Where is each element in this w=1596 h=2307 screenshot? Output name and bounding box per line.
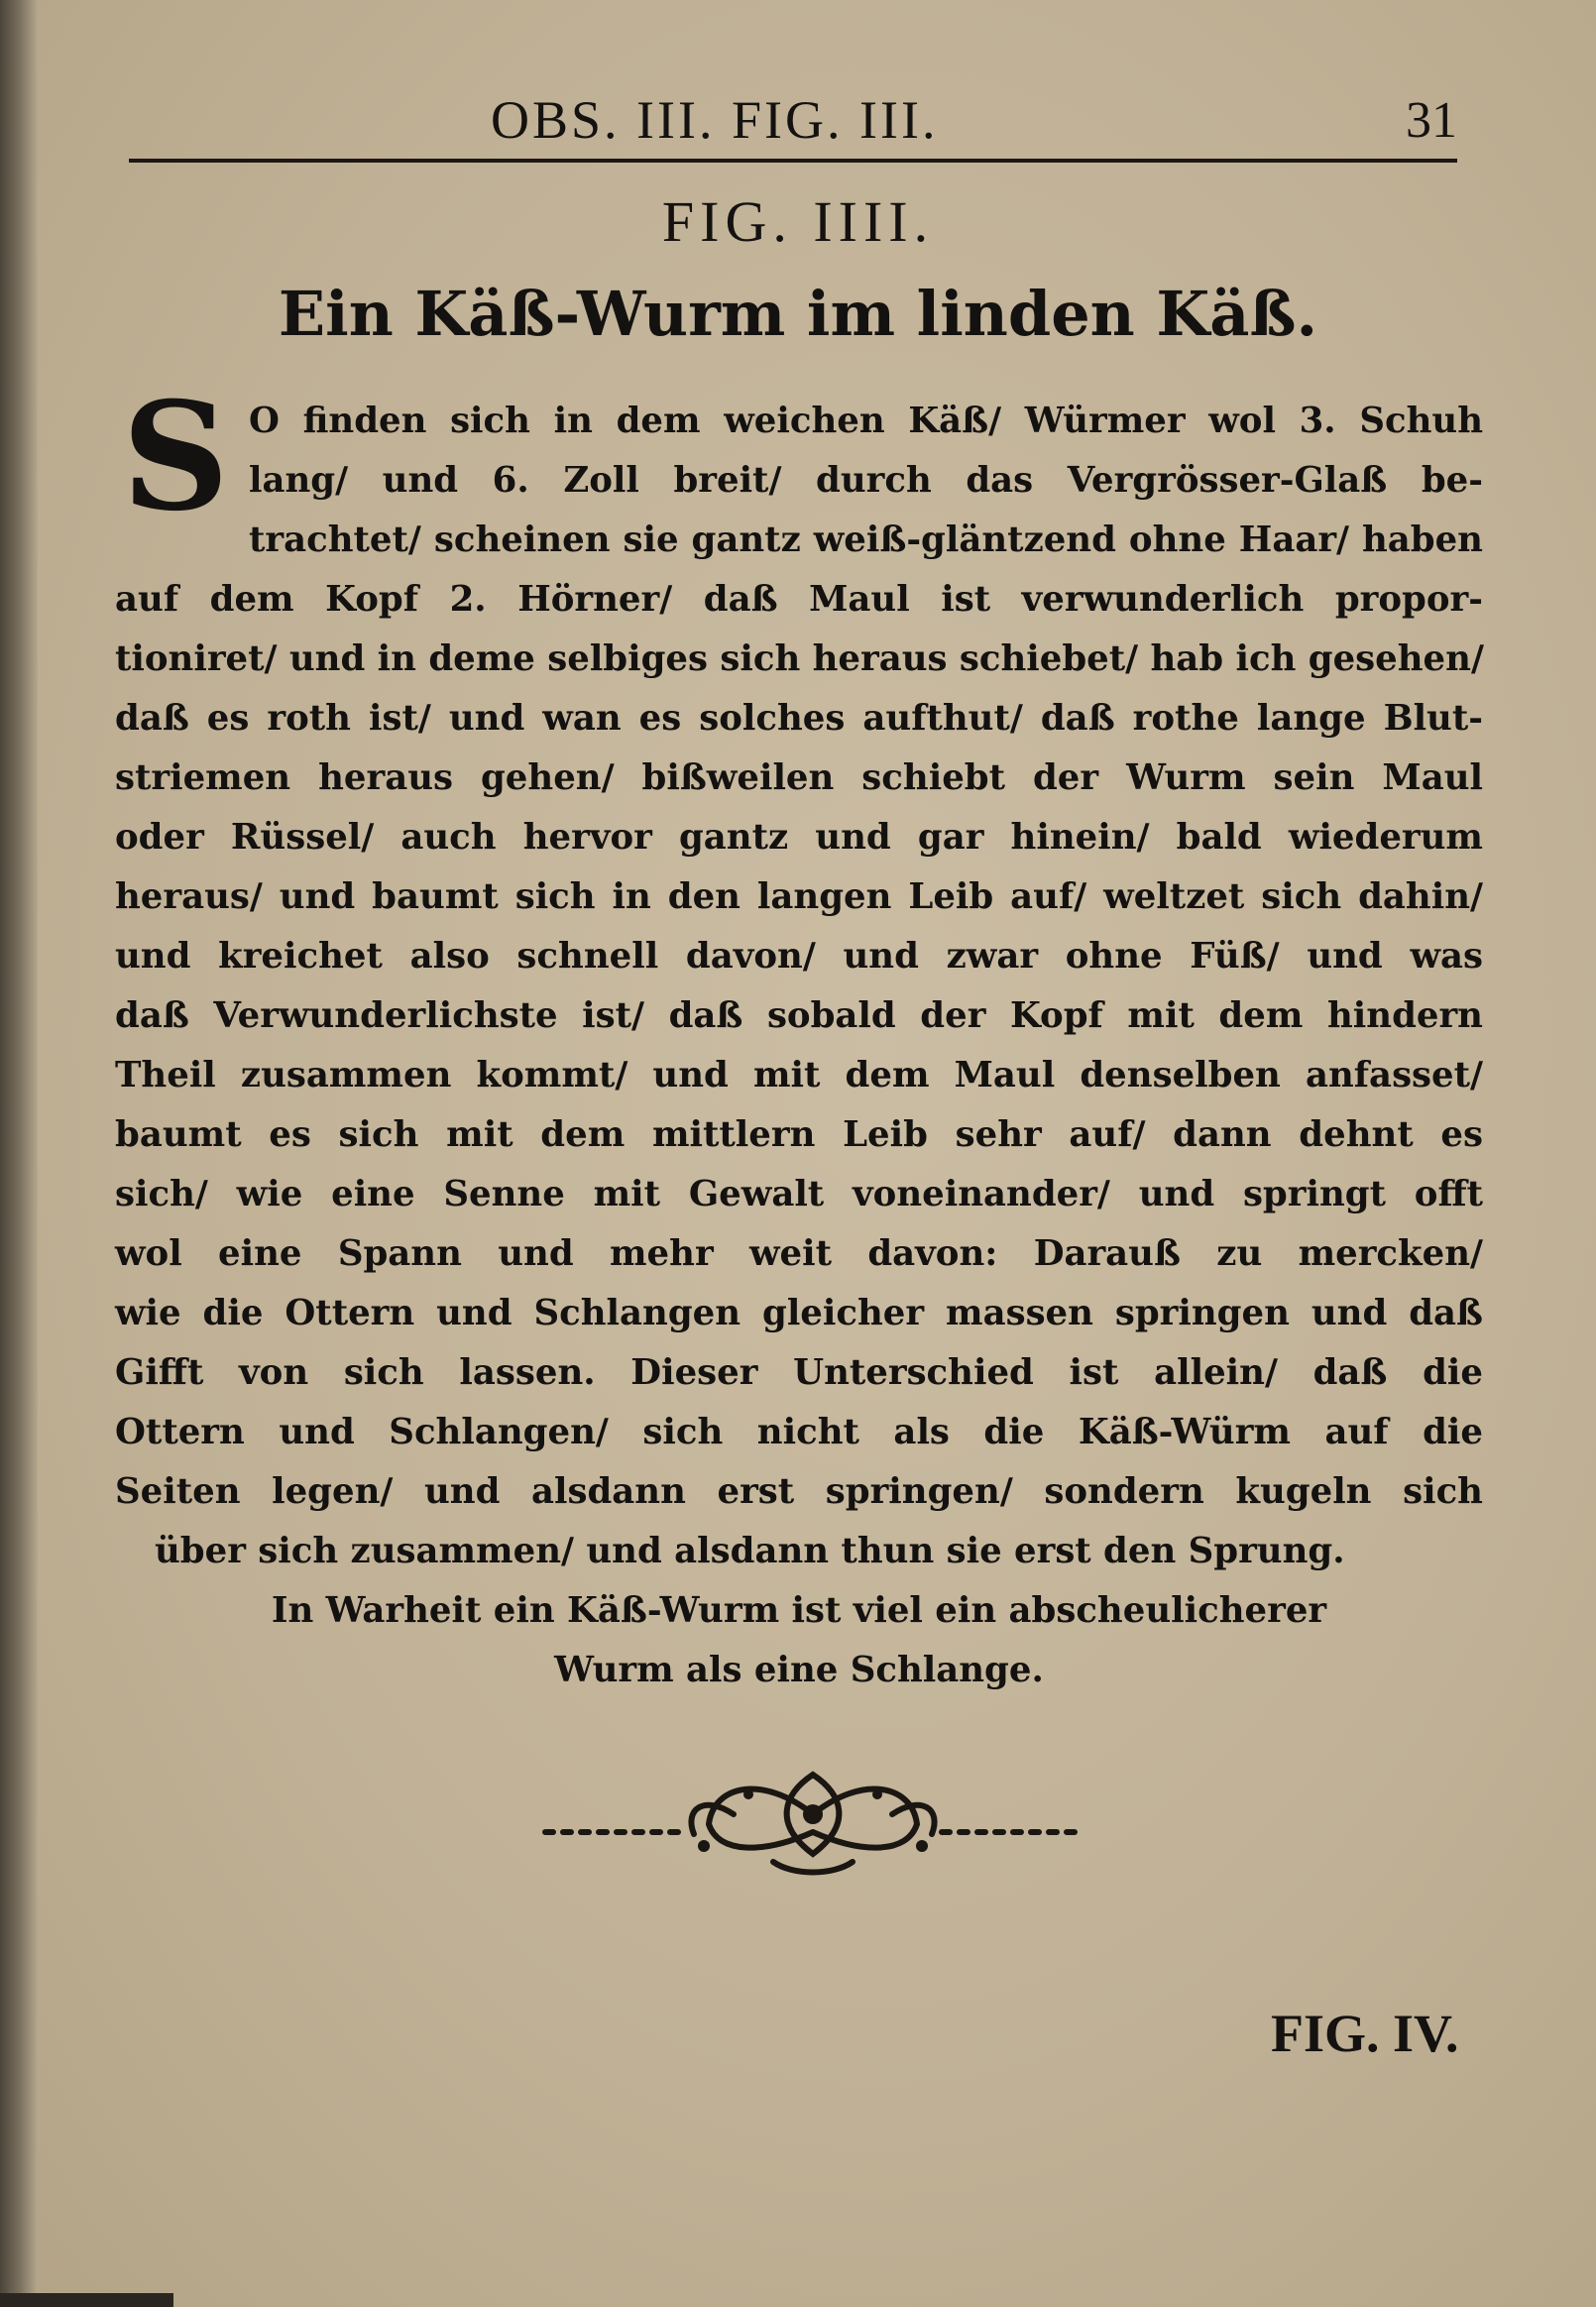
text-line: auf dem Kopf 2. Hörner/ daß Maul ist verwunderlich propor-	[115, 579, 1483, 620]
text-line: baumt es sich mit dem mittlern Leib sehr auf/ dann dehnt es	[115, 1114, 1483, 1155]
text-line: striemen heraus gehen/ bißweilen schiebt der Wurm sein Maul	[115, 757, 1483, 798]
header-rule	[129, 159, 1457, 163]
text-line: tioniret/ und in deme selbiges sich heraus schiebet/ hab ich gesehen/	[115, 638, 1484, 679]
text-line: wie die Ottern und Schlangen gleicher massen springen und daß	[115, 1293, 1483, 1333]
text-line: trachtet/ scheinen sie gantz weiß-gläntzend ohne Haar/ haben	[249, 519, 1483, 560]
header-title: OBS. III. FIG. III.	[491, 90, 939, 150]
body-text	[115, 370, 1484, 1700]
page-number: 31	[1406, 92, 1457, 149]
closing-line: Wurm als eine Schlange.	[554, 1650, 1044, 1690]
text-line: lang/ und 6. Zoll breit/ durch das Vergrösser-Glaß be-	[249, 460, 1483, 501]
page-title: Ein Käß-Wurm im linden Käß.	[278, 278, 1318, 350]
text-line: heraus/ und baumt sich in den langen Leib auf/ weltzet sich dahin/	[115, 876, 1483, 917]
running-header	[129, 89, 1457, 159]
figure-heading: FIG. IIII.	[661, 189, 935, 254]
text-line: Seiten legen/ und alsdann erst springen/ sondern kugeln sich	[115, 1471, 1483, 1512]
text-line: daß es roth ist/ und wan es solches aufthut/ daß rothe lange Blut-	[115, 698, 1483, 739]
text-line: Theil zusammen kommt/ und mit dem Maul denselben anfasset/	[115, 1055, 1483, 1096]
text-line: über sich zusammen/ und alsdann thun sie erst den Sprung.	[155, 1531, 1345, 1571]
text-line: O finden sich in dem weichen Käß/ Würmer wol 3. Schuh	[249, 401, 1483, 441]
text-line: sich/ wie eine Senne mit Gewalt voneinander/ und springt offt	[115, 1174, 1483, 1214]
page-edge	[0, 2293, 173, 2307]
text-line: Gifft von sich lassen. Dieser Unterschied ist allein/ daß die	[115, 1352, 1483, 1393]
text-line: wol eine Spann und mehr weit davon: Darauß zu mercken/	[115, 1233, 1483, 1274]
text-line: und kreichet also schnell davon/ und zwar ohne Füß/ und was	[115, 936, 1483, 977]
text-line: oder Rüssel/ auch hervor gantz und gar hinein/ bald wiederum	[115, 817, 1483, 858]
body-lines	[115, 392, 1483, 1700]
drop-cap: S	[121, 370, 230, 544]
closing-line: In Warheit ein Käß-Wurm ist viel ein abscheulicherer	[271, 1590, 1327, 1631]
text-line: Ottern und Schlangen/ sich nicht als die Käß-Würm auf die	[115, 1412, 1483, 1452]
next-figure-label: FIG. IV.	[1271, 2004, 1459, 2063]
decorative-ornament	[535, 1755, 1090, 1884]
text-line: daß Verwunderlichste ist/ daß sobald der Kopf mit dem hindern	[115, 995, 1483, 1036]
